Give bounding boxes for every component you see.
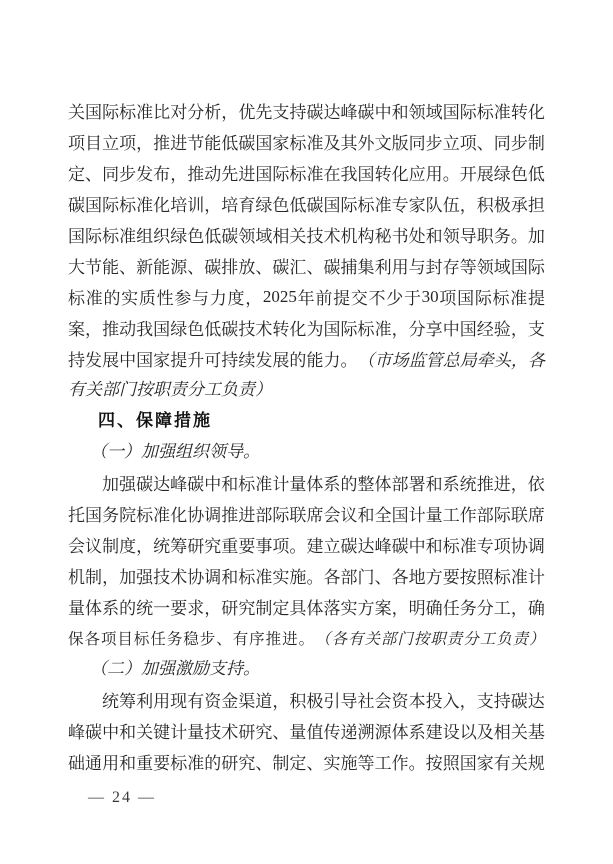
text-line-16: 机 制 ， 加 强 技 术 协 调 和 标 准 实 施 。 各 部 门 、 各 地 方 要 按 照 标 准 计 — [68, 568, 545, 587]
text-line-13: 加 强 碳 达 峰 碳 中 和 标 准 计 量 体 系 的 整 体 部 署 和 系 统 推 进 ， 依 — [102, 475, 545, 494]
subsection-heading-1: （一）加强组织领导。 — [90, 442, 260, 461]
page-number: — 24 — — [88, 789, 156, 806]
text-line-10: 有关部门按职责分工负责） — [68, 380, 272, 399]
text-line-21: 峰 碳 中 和 关 键 计 量 技 术 研 究 、 量 值 传 递 溯 源 体 系 建 设 以 及 相 关 基 — [68, 723, 545, 742]
document-text-block — [68, 95, 545, 777]
text-line-17: 量 体 系 的 统 一 要 求 ， 研 究 制 定 具 体 落 实 方 案 ， 明 确 任 务 分 工 ， 确 — [68, 599, 545, 618]
text-line-22: 础 通 用 和 重 要 标 准 的 研 究 、 制 定 、 实 施 等 工 作 。 按 照 国 家 有 关 规 — [68, 754, 545, 773]
text-line-18: 保 各 项 目 标 任 务 稳 步 、 有 序 推 进 。 （ 各 有 关 部 门 按 职 责 分 工 负 责 ） — [68, 630, 545, 648]
text-line-4: 碳 国 际 标 准 化 培 训 ， 培 育 绿 色 低 碳 国 际 标 准 专 家 队 伍 ， 积 极 承 担 — [68, 196, 545, 215]
text-line-20: 统 筹 利 用 现 有 资 金 渠 道 ， 积 极 引 导 社 会 资 本 投 入 ， 支 持 碳 达 — [102, 692, 545, 711]
subsection-heading-2: （二）加强激励支持。 — [90, 659, 260, 678]
text-line-9: 持 发 展 中 国 家 提 升 可 持 续 发 展 的 能 力 。 （ 市 场 监 管 总 局 牵 头 ， 各 — [68, 351, 545, 370]
text-line-5: 国 际 标 准 组 织 绿 色 低 碳 领 域 相 关 技 术 机 构 秘 书 处 和 领 导 职 务 。 加 — [68, 227, 545, 246]
section-heading: 四、保障措施 — [98, 411, 212, 430]
text-line-6: 大 节 能 、 新 能 源 、 碳 排 放 、 碳 汇 、 碳 捕 集 利 用 与 封 存 等 领 域 国 际 — [68, 258, 545, 277]
text-line-15: 会 议 制 度 ， 统 筹 研 究 重 要 事 项 。 建 立 碳 达 峰 碳 中 和 标 准 专 项 协 调 — [68, 537, 545, 556]
text-line-2: 项 目 立 项 ， 推 进 节 能 低 碳 国 家 标 准 及 其 外 文 版 同 步 立 项 、 同 步 制 — [68, 134, 545, 153]
text-line-8: 案 ， 推 动 我 国 绿 色 低 碳 技 术 转 化 为 国 际 标 准 ， 分 享 中 国 经 验 ， 支 — [68, 320, 545, 339]
text-line-3: 定 、 同 步 发 布 ， 推 动 先 进 国 际 标 准 在 我 国 转 化 应 用 。 开 展 绿 色 低 — [68, 165, 545, 184]
text-line-7: 标 准 的 实 质 性 参 与 力 度 ， 2025 年 前 提 交 不 少 于 30 项 国 际 标 准 提 — [68, 286, 545, 308]
text-line-14: 托 国 务 院 标 准 化 协 调 推 进 部 际 联 席 会 议 和 全 国 计 量 工 作 部 际 联 席 — [68, 506, 545, 525]
text-line-1: 关 国 际 标 准 比 对 分 析 ， 优 先 支 持 碳 达 峰 碳 中 和 领 域 国 际 标 准 转 化 — [68, 103, 545, 122]
